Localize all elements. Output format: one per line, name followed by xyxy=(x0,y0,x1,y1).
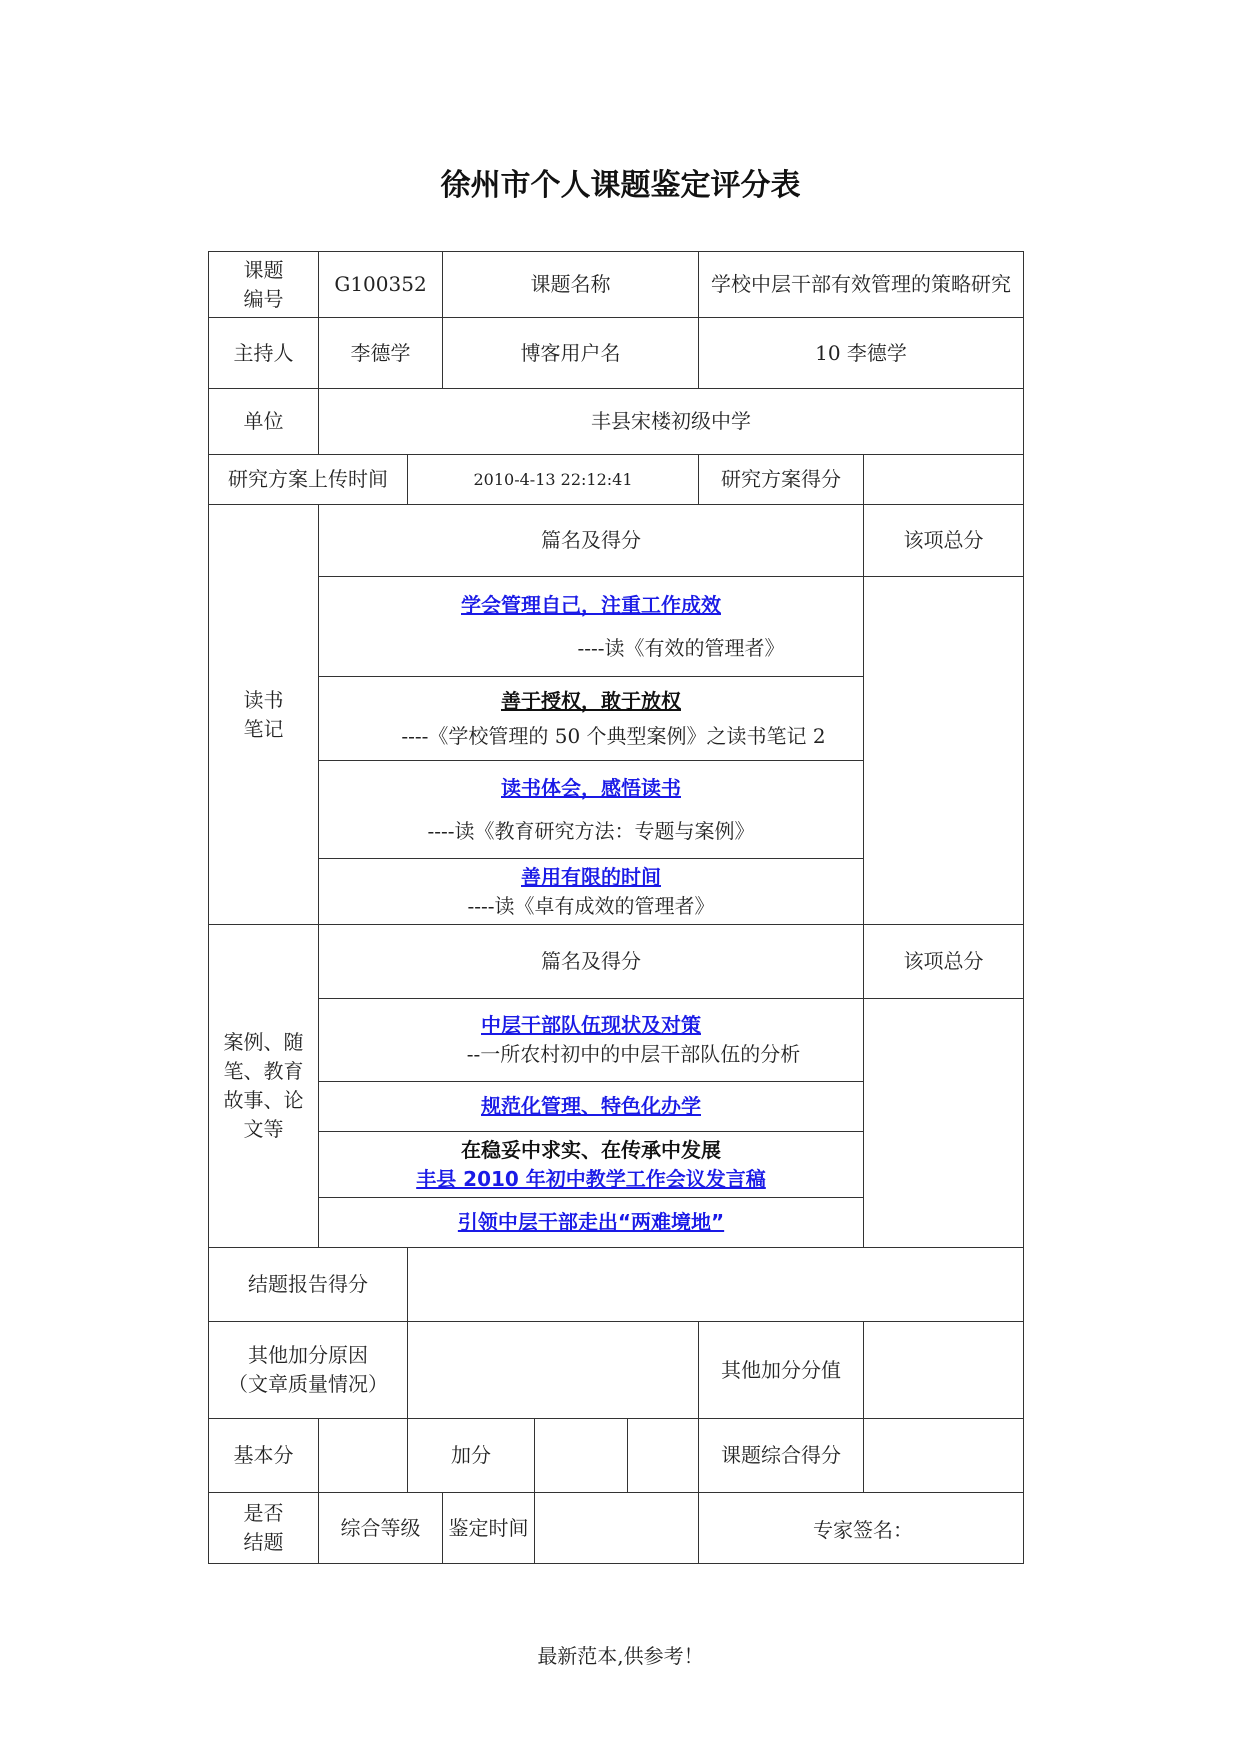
value-report-score xyxy=(408,1248,1024,1322)
label-reading-notes: 读书笔记 xyxy=(209,505,319,925)
row-report-score xyxy=(209,1248,1024,1322)
header-title-score: 篇名及得分 xyxy=(319,505,864,577)
case-1-link[interactable]: 中层干部队伍现状及对策 xyxy=(481,1013,701,1037)
reading-note-2-title: 善于授权，敢于放权 xyxy=(501,688,681,713)
reading-note-4-subtitle: ----读《卓有成效的管理者》 xyxy=(467,893,715,918)
value-unit: 丰县宋楼初级中学 xyxy=(319,389,1024,455)
header-title-score-2: 篇名及得分 xyxy=(319,925,864,999)
case-2-link[interactable]: 规范化管理、特色化办学 xyxy=(481,1094,701,1118)
case-row xyxy=(209,999,1024,1082)
value-extra-value xyxy=(864,1322,1024,1419)
value-overall-score xyxy=(864,1419,1024,1493)
value-extra-reason xyxy=(408,1322,699,1419)
label-unit: 单位 xyxy=(209,389,319,455)
label-topic-no: 课题编号 xyxy=(209,252,319,318)
reading-note-3-subtitle: ----读《教育研究方法：专题与案例》 xyxy=(427,818,755,843)
appraisal-table xyxy=(208,251,1024,1564)
expert-sign: 专家签名： xyxy=(699,1493,1024,1564)
reading-note-3 xyxy=(319,761,864,859)
value-bonus xyxy=(535,1419,699,1493)
case-3-title: 在稳妥中求实、在传承中发展 xyxy=(461,1137,721,1162)
value-topic-name: 学校中层干部有效管理的策略研究 xyxy=(699,252,1024,318)
value-base-score xyxy=(319,1419,408,1493)
label-cases: 案例、随笔、教育故事、论文等 xyxy=(209,925,319,1248)
row-unit xyxy=(209,389,1024,455)
appraisal-time-value xyxy=(535,1493,699,1564)
label-overall-score: 课题综合得分 xyxy=(699,1419,864,1493)
case-2 xyxy=(319,1082,864,1132)
label-blog-user: 博客用户名 xyxy=(443,318,699,389)
value-upload-time: 2010-4-13 22:12:41 xyxy=(408,455,699,505)
case-3-link[interactable]: 丰县 2010 年初中教学工作会议发言稿 xyxy=(416,1166,766,1191)
label-bonus: 加分 xyxy=(408,1419,535,1493)
row-cases-header xyxy=(209,925,1024,999)
reading-note-1 xyxy=(319,577,864,677)
label-extra-reason xyxy=(209,1322,408,1419)
reading-note-4-link[interactable]: 善用有限的时间 xyxy=(521,864,661,889)
reading-note-2-subtitle: ----《学校管理的 50 个典型案例》之读书笔记 2 xyxy=(401,723,826,748)
reading-note-1-subtitle: ----读《有效的管理者》 xyxy=(577,635,785,660)
extra-reason-text: 其他加分原因 xyxy=(248,1343,368,1367)
value-host: 李德学 xyxy=(319,318,443,389)
label-grade xyxy=(319,1493,535,1564)
cases-total-value xyxy=(864,999,1024,1248)
header-item-total-2: 该项总分 xyxy=(864,925,1024,999)
label-concluded: 是否结题 xyxy=(209,1493,319,1564)
extra-reason-note: （文章质量情况） xyxy=(228,1372,388,1396)
case-4 xyxy=(319,1198,864,1248)
label-host: 主持人 xyxy=(209,318,319,389)
reading-note-4 xyxy=(319,859,864,925)
row-reading-header xyxy=(209,505,1024,577)
value-topic-no: G100352 xyxy=(319,252,443,318)
reading-note-2 xyxy=(319,677,864,761)
row-scores xyxy=(209,1419,1024,1493)
value-blog-user: 10 李德学 xyxy=(699,318,1024,389)
grade-cell: 综合等级 xyxy=(319,1493,443,1563)
reading-total-value xyxy=(864,577,1024,925)
row-host xyxy=(209,318,1024,389)
reading-note-1-link[interactable]: 学会管理自己，注重工作成效 xyxy=(461,592,721,617)
label-base-score: 基本分 xyxy=(209,1419,319,1493)
reading-note-3-link[interactable]: 读书体会，感悟读书 xyxy=(501,775,681,800)
value-plan-score xyxy=(864,455,1024,505)
case-1-subtitle: --一所农村初中的中层干部队伍的分析 xyxy=(466,1042,801,1066)
label-plan-score: 研究方案得分 xyxy=(699,455,864,505)
case-1 xyxy=(319,999,864,1082)
reading-note-row xyxy=(209,577,1024,677)
case-4-link[interactable]: 引领中层干部走出“两难境地” xyxy=(457,1210,725,1234)
label-extra-value: 其他加分分值 xyxy=(699,1322,864,1419)
row-extra xyxy=(209,1322,1024,1419)
label-report-score: 结题报告得分 xyxy=(209,1248,408,1322)
header-item-total: 该项总分 xyxy=(864,505,1024,577)
page-title: 徐州市个人课题鉴定评分表 xyxy=(440,168,801,203)
footer-note: 最新范本,供参考！ xyxy=(537,1644,704,1668)
appraisal-time-cell: 鉴定时间 xyxy=(448,1515,529,1540)
row-upload xyxy=(209,455,1024,505)
label-upload-time: 研究方案上传时间 xyxy=(209,455,408,505)
case-3 xyxy=(319,1132,864,1198)
row-topic xyxy=(209,252,1024,318)
row-concluded xyxy=(209,1493,1024,1564)
label-topic-name: 课题名称 xyxy=(443,252,699,318)
